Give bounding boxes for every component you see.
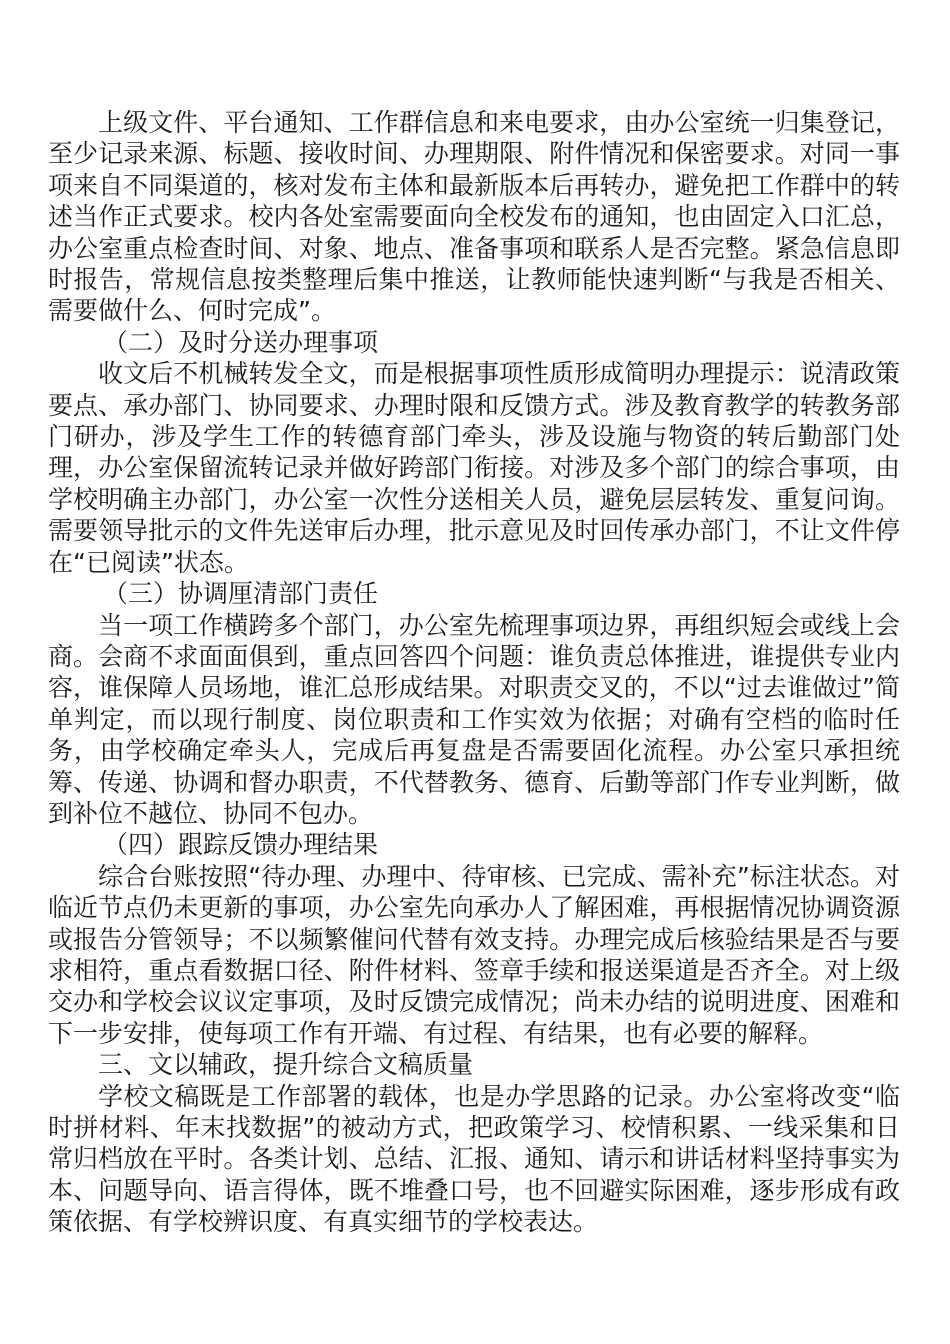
paragraph-coordination: 当一项工作横跨多个部门，办公室先梳理事项边界，再组织短会或线上会商。会商不求面面俱到，重点回答四个问题：谁负责总体推进，谁提供专业内容，谁保障人员场地，谁汇总形成结果。对职责交叉的，不以“过去谁做过”简单判定，而以现行制度、岗位职责和工作实效为依据；对确有空档的临时任务，由学校确定牵头人，完成后再复盘是否需要固化流程。办公室只承担统筹、传递、协调和督办职责，不代替教务、德育、后勤等部门作专业判断，做到补位不越位、协同不包办。 — [48, 610, 900, 828]
document-page — [48, 107, 900, 1238]
section-heading-2: （二）及时分送办理事项 — [103, 327, 379, 357]
paragraph-registration: 上级文件、平台通知、工作群信息和来电要求，由办公室统一归集登记，至少记录来源、标题、接收时间、办理期限、附件情况和保密要求。对同一事项来自不同渠道的，核对发布主体和最新版本后再转办，避免把工作群中的转述当作正式要求。校内各处室需要面向全校发布的通知，也由固定入口汇总，办公室重点检查时间、对象、地点、准备事项和联系人是否完整。紧急信息即时报告，常规信息按类整理后集中推送，让教师能快速判断“与我是否相关、需要做什么、何时完成”。 — [48, 108, 900, 326]
chapter-heading-3: 三、文以辅政，提升综合文稿质量 — [98, 1050, 474, 1080]
section-heading-3: （三）协调厘清部门责任 — [103, 579, 379, 609]
paragraph-distribution: 收文后不机械转发全文，而是根据事项性质形成简明办理提示：说清政策要点、承办部门、协同要求、办理时限和反馈方式。涉及教育教学的转教务部门研办，涉及学生工作的转德育部门牵头，涉及设施与物资的转后勤部门处理，办公室保留流转记录并做好跨部门衔接。对涉及多个部门的综合事项，由学校明确主办部门，办公室一次性分送相关人员，避免层层转发、重复问询。需要领导批示的文件先送审后办理，批示意见及时回传承办部门，不让文件停在“已阅读”状态。 — [48, 359, 900, 577]
paragraph-documents: 学校文稿既是工作部署的载体，也是办学思路的记录。办公室将改变“临时拼材料、年末找数据”的被动方式，把政策学习、校情积累、一线采集和日常归档放在平时。各类计划、总结、汇报、通知、请示和讲话材料坚持事实为本、问题导向、语言得体，既不堆叠口号，也不回避实际困难，逐步形成有政策依据、有学校辨识度、有真实细节的学校表达。 — [48, 1081, 900, 1237]
section-heading-4: （四）跟踪反馈办理结果 — [103, 830, 379, 860]
paragraph-tracking: 综合台账按照“待办理、办理中、待审核、已完成、需补充”标注状态。对临近节点仍未更新的事项，办公室先向承办人了解困难，再根据情况协调资源或报告分管领导；不以频繁催问代替有效支持。办理完成后核验结果是否与要求相符，重点看数据口径、附件材料、签章手续和报送渠道是否齐全。对上级交办和学校会议议定事项，及时反馈完成情况；尚未办结的说明进度、困难和下一步安排，使每项工作有开端、有过程、有结果，也有必要的解释。 — [48, 861, 900, 1048]
